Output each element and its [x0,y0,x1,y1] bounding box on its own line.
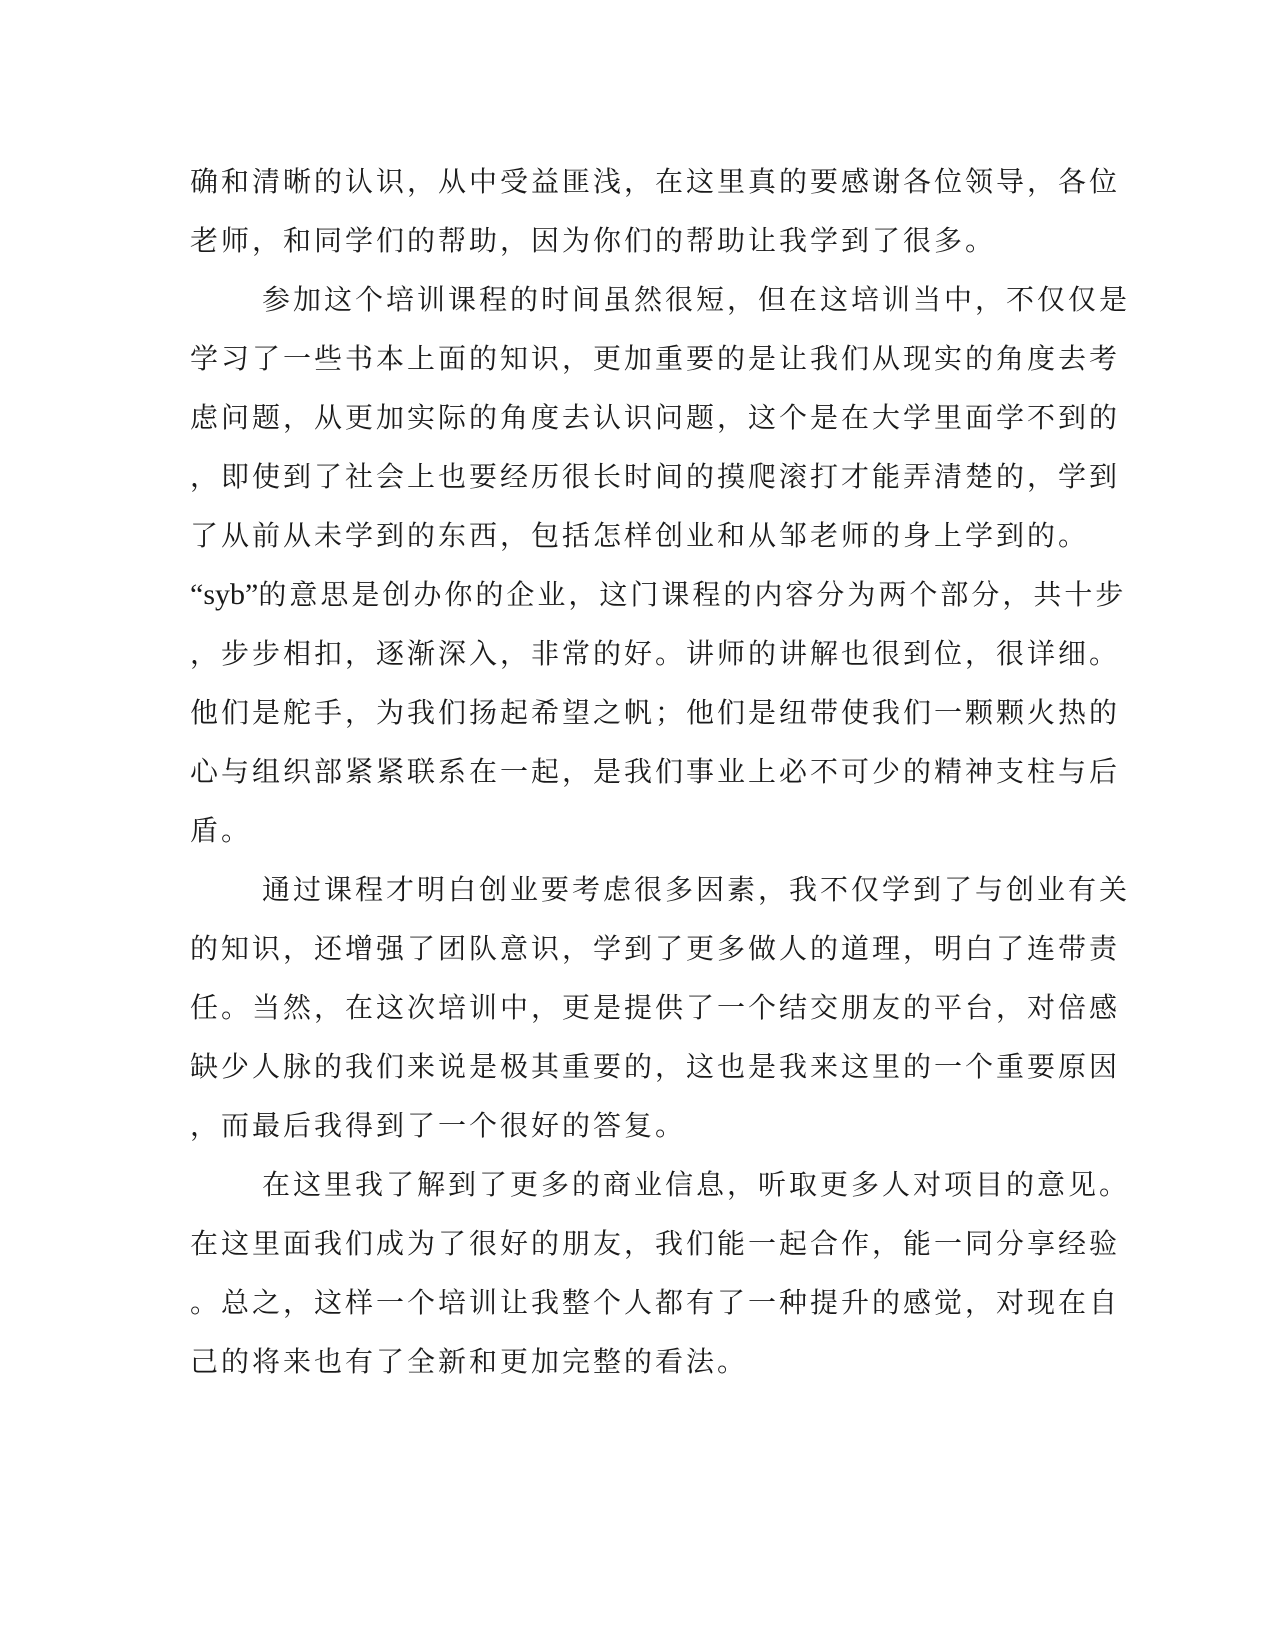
text-line: 的知识，还增强了团队意识，学到了更多做人的道理，明白了连带责 [190,932,1121,965]
text-line: 己的将来也有了全新和更加完整的看法。 [190,1345,749,1378]
text-line: ，而最后我得到了一个很好的答复。 [190,1109,687,1142]
text-line: ，步步相扣，逐渐深入，非常的好。讲师的讲解也很到位，很详细。 [190,637,1121,670]
text-line: 了从前从未学到的东西，包括怎样创业和从邹老师的身上学到的。 [190,519,1090,552]
text-line: 在这里面我们成为了很好的朋友，我们能一起合作，能一同分享经验 [190,1227,1121,1260]
text-line: 他们是舵手，为我们扬起希望之帆；他们是纽带使我们一颗颗火热的 [190,696,1121,729]
paragraph-first-line: 参加这个培训课程的时间虽然很短，但在这培训当中，不仅仅是 [262,283,1131,316]
text-line: 老师，和同学们的帮助，因为你们的帮助让我学到了很多。 [190,224,997,257]
text-line: 缺少人脉的我们来说是极其重要的，这也是我来这里的一个重要原因 [190,1050,1121,1083]
text-line: 心与组织部紧紧联系在一起，是我们事业上必不可少的精神支柱与后 [190,755,1121,788]
text-line: ，即使到了社会上也要经历很长时间的摸爬滚打才能弄清楚的，学到 [190,460,1121,493]
paragraph-first-line: 在这里我了解到了更多的商业信息，听取更多人对项目的意见。 [262,1168,1131,1201]
text-line: 任。当然，在这次培训中，更是提供了一个结交朋友的平台，对倍感 [190,991,1121,1024]
text-line: 虑问题，从更加实际的角度去认识问题，这个是在大学里面学不到的 [190,401,1121,434]
text-line-rest: 的意思是创办你的企业，这门课程的内容分为两个部分，共十步 [258,578,1127,611]
text-line: 盾。 [190,814,253,847]
paragraph-first-line: 通过课程才明白创业要考虑很多因素，我不仅学到了与创业有关 [262,873,1131,906]
text-line: 学习了一些书本上面的知识，更加重要的是让我们从现实的角度去考 [190,342,1121,375]
text-line: 确和清晰的认识，从中受益匪浅，在这里真的要感谢各位领导，各位 [190,165,1121,198]
syb-term: “syb” [190,578,259,611]
text-line-syb [190,575,1126,615]
text-line: 。总之，这样一个培训让我整个人都有了一种提升的感觉，对现在自 [190,1286,1121,1319]
